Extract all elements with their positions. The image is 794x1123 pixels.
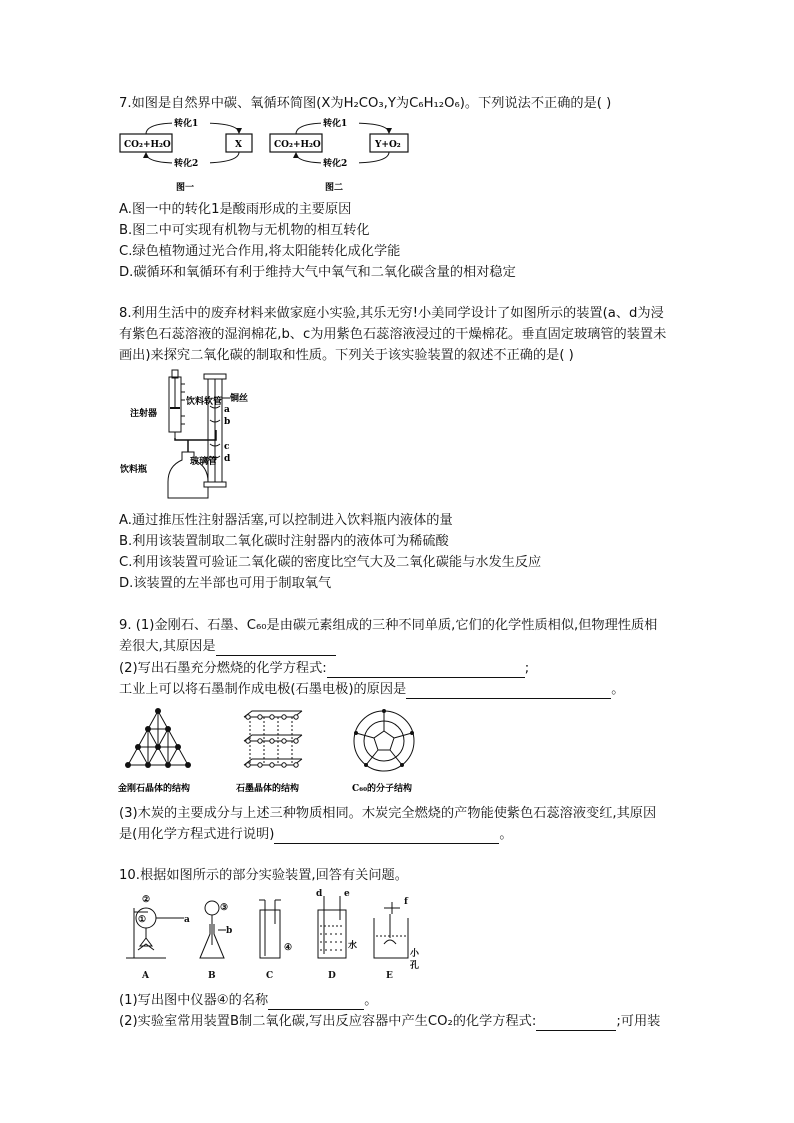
mark-a: a: [184, 915, 190, 925]
mark-1: ①: [138, 915, 147, 925]
caption-diamond: 金刚石晶体的结构: [118, 784, 191, 794]
q8-option-c: C.利用该装置可验证二氧化碳的密度比空气大及二氧化碳能与水发生反应: [119, 555, 542, 570]
label-bottle: 饮料瓶: [120, 465, 148, 475]
mark-water: 水: [348, 941, 358, 951]
q7-option-b: B.图二中可实现有机物与无机物的相互转化: [119, 223, 370, 238]
q9-line-4-end: 。: [611, 682, 625, 697]
mark-hole: 孔: [410, 961, 420, 971]
q8-apparatus-figure: [118, 368, 288, 503]
fig1-bottom-arrow: 转化2: [174, 159, 199, 169]
q10-answer-blank-2[interactable]: [536, 1016, 616, 1031]
mark-b: b: [226, 926, 233, 936]
q9-line-6-text: 是(用化学方程式进行说明): [119, 827, 275, 842]
app-label-a: A: [142, 971, 149, 981]
mark-e: e: [344, 889, 350, 899]
q9-answer-blank-4[interactable]: [274, 829, 499, 844]
label-glass: 玻璃管: [190, 457, 218, 467]
app-label-b: B: [208, 971, 216, 981]
label-c: c: [224, 442, 230, 452]
app-label-d: D: [328, 971, 336, 981]
q9-answer-blank-3[interactable]: [406, 684, 611, 699]
label-b: b: [224, 417, 231, 427]
fig1-caption: 图一: [176, 183, 195, 193]
mark-3: ③: [220, 903, 229, 913]
q9-line-5: (3)木炭的主要成分与上述三种物质相同。木炭完全燃烧的产物能使紫色石蕊溶液变红,其原因: [119, 806, 657, 821]
q8-stem-line-1: 8.利用生活中的废弃材料来做家庭小实验,其乐无穷!小美同学设计了如图所示的装置(a、d为浸: [119, 306, 664, 321]
q10-line-2: [119, 1013, 660, 1031]
app-label-e: E: [386, 971, 393, 981]
fig2-top-arrow: 转化1: [323, 119, 348, 129]
mark-4: ④: [284, 943, 293, 953]
label-syringe: 注射器: [130, 409, 158, 419]
q9-line-3-text: (2)写出石墨充分燃烧的化学方程式:: [119, 661, 327, 676]
fig2-bottom-arrow: 转化2: [323, 159, 348, 169]
q9-answer-blank-1[interactable]: [216, 641, 336, 656]
q7-stem: 7.如图是自然界中碳、氧循环简图(X为H₂CO₃,Y为C₆H₁₂O₆)。下列说法不正确的是( ): [119, 96, 612, 111]
mark-f: f: [404, 897, 408, 907]
fig2-box-right: Y+O₂: [375, 140, 401, 150]
q9-line-4-text: 工业上可以将石墨制作成电极(石墨电极)的原因是: [119, 682, 407, 697]
q10-apparatus-figure: [118, 888, 418, 988]
fig1-top-arrow: 转化1: [174, 119, 199, 129]
q9-line-2-text: 差很大,其原因是: [119, 639, 216, 654]
q7-option-c: C.绿色植物通过光合作用,将太阳能转化成化学能: [119, 244, 401, 259]
q8-option-b: B.利用该装置制取二氧化碳时注射器内的液体可为稀硫酸: [119, 534, 449, 549]
q9-answer-blank-2[interactable]: [327, 663, 525, 678]
q10-line-1-text: (1)写出图中仪器④的名称: [119, 993, 269, 1008]
q8-option-a: A.通过推压性注射器活塞,可以控制进入饮料瓶内液体的量: [119, 513, 453, 528]
caption-graphite: 石墨晶体的结构: [236, 784, 300, 794]
q9-line-3: [119, 660, 529, 678]
q9-line-2: [119, 638, 336, 656]
q8-option-d: D.该装置的左半部也可用于制取氧气: [119, 576, 332, 591]
mark-small: 小: [410, 949, 420, 959]
q10-line-2-text: (2)实验室常用装置B制二氧化碳,写出反应容器中产生CO₂的化学方程式:: [119, 1014, 537, 1029]
fig1-box-right: X: [235, 140, 242, 150]
q9-line-4: [119, 681, 624, 699]
q10-line-1-end: 。: [364, 993, 378, 1008]
q10-answer-blank-1[interactable]: [268, 995, 364, 1010]
q9-carbon-structures-figure: [118, 705, 418, 797]
q7-cycle-diagram: [118, 115, 418, 197]
q9-line-6: [119, 826, 513, 844]
q9-line-6-end: 。: [499, 827, 513, 842]
fig1-box-left: CO₂+H₂O: [124, 140, 171, 150]
q9-line-1: 9. (1)金刚石、石墨、C₆₀是由碳元素组成的三种不同单质,它们的化学性质相似,但物理性质相: [119, 618, 658, 633]
app-label-c: C: [266, 971, 274, 981]
label-d: d: [224, 454, 231, 464]
label-tube: 饮料软管: [186, 397, 223, 407]
q8-stem-line-2: 有紫色石蕊溶液的湿润棉花,b、c为用紫色石蕊溶液浸过的干燥棉花。垂直固定玻璃管的装置未: [119, 327, 667, 342]
mark-2: ②: [142, 895, 151, 905]
q9-line-3-end: ;: [524, 661, 530, 676]
q7-option-a: A.图一中的转化1是酸雨形成的主要原因: [119, 202, 352, 217]
q10-line-2-end: ;可用装: [616, 1014, 661, 1029]
q8-stem-line-3: 画出)来探究二氧化碳的制取和性质。下列关于该实验装置的叙述不正确的是( ): [119, 348, 574, 363]
mark-d: d: [316, 889, 323, 899]
q10-line-1: [119, 992, 377, 1010]
label-a: a: [224, 405, 230, 415]
q7-option-d: D.碳循环和氧循环有利于维持大气中氧气和二氧化碳含量的相对稳定: [119, 265, 516, 280]
fig2-caption: 图二: [325, 183, 344, 193]
caption-c60: C₆₀的分子结构: [352, 784, 413, 794]
q10-stem: 10.根据如图所示的部分实验装置,回答有关问题。: [119, 868, 408, 883]
label-wire: 铜丝: [230, 394, 249, 404]
fig2-box-left: CO₂+H₂O: [274, 140, 321, 150]
